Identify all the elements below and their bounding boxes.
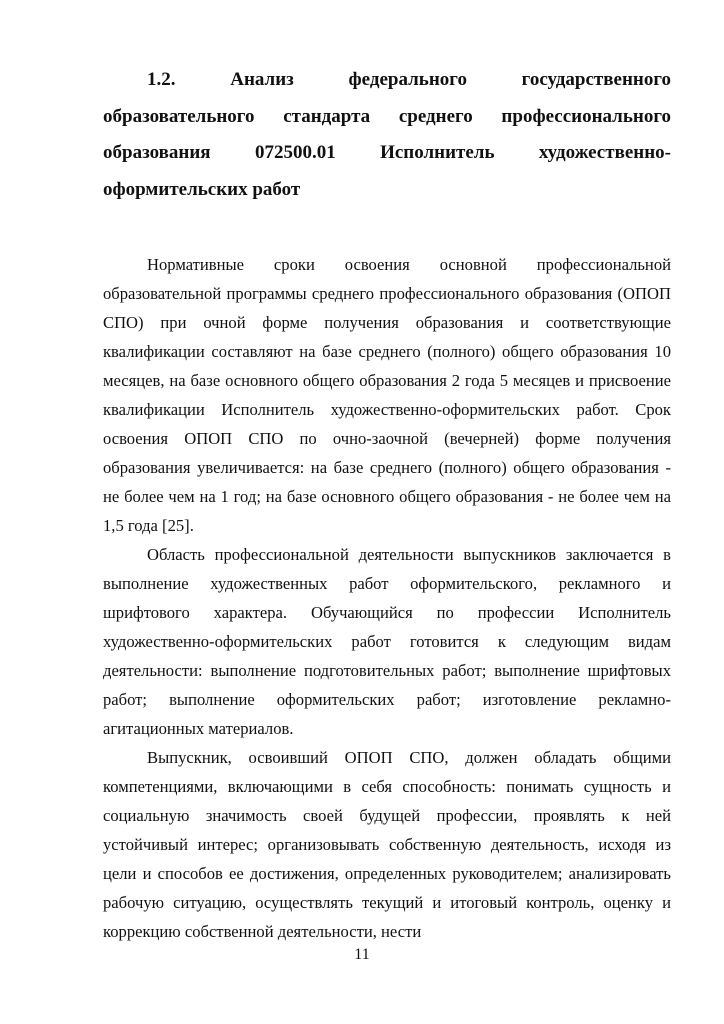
paragraph-activity-area: Область профессиональной деятельности выпускников заключается в выполнение художественных работ оформительского, рекламного и шрифтового характера. Обучающийся по профессии Исполнитель художественно-оформительских работ готовится к следующим видам деятельности: выполнение подготовительных работ; выполнение шрифтовых работ; выполнение оформительских работ; изготовление рекламно-агитационных материалов. xyxy=(103,545,671,738)
section-heading: 1.2. Анализ федерального государственного образовательного стандарта среднего профессионального образования 072500.01 Исполнитель художественно-оформительских работ xyxy=(103,69,671,200)
document-page xyxy=(103,62,671,946)
document-body xyxy=(103,250,671,946)
paragraph-duration: Нормативные сроки освоения основной профессиональной образовательной программы среднего профессионального образования (ОПОП СПО) при очной форме получения образования и соответствующие квалификации составляют на базе среднего (полного) общего образования 10 месяцев, на базе основного общего образования 2 года 5 месяцев и присвоение квалификации Исполнитель художественно-оформительских работ. Срок освоения ОПОП СПО по очно-заочной (вечерней) форме получения образования увеличивается: на базе среднего (полного) общего образования - не более чем на 1 год; на базе основного общего образования - не более чем на 1,5 года [25]. xyxy=(103,255,671,535)
paragraph-competencies: Выпускник, освоивший ОПОП СПО, должен обладать общими компетенциями, включающими в себя способность: понимать сущность и социальную значимость своей будущей профессии, проявлять к ней устойчивый интерес; организовывать собственную деятельность, исходя из цели и способов ее достижения, определенных руководителем; анализировать рабочую ситуацию, осуществлять текущий и итоговый контроль, оценку и коррекцию собственной деятельности, нести xyxy=(103,748,671,941)
page-number: 11 xyxy=(354,946,370,963)
